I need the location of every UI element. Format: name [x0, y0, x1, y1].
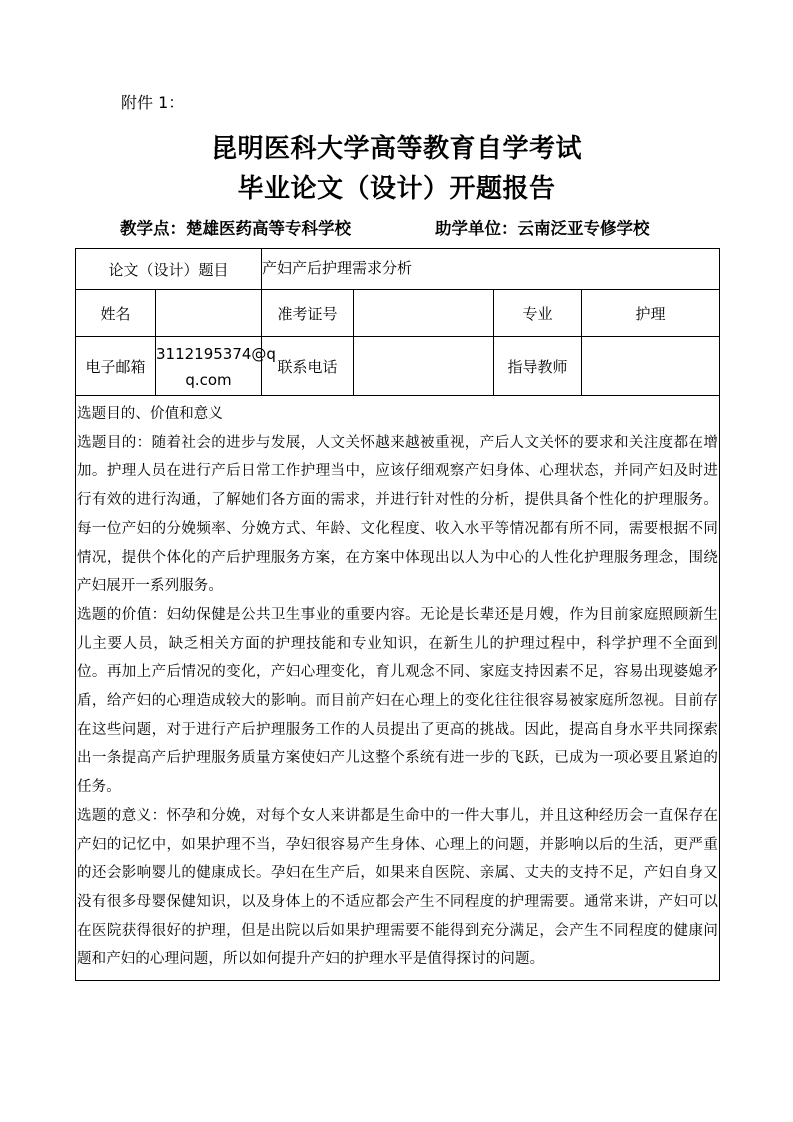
- major-value[interactable]: 护理: [582, 290, 720, 337]
- page-title: 昆明医科大学高等教育自学考试: [210, 134, 582, 164]
- paragraph-value: 选题的价值：妇幼保健是公共卫生事业的重要内容。无论是长辈还是月嫂，作为目前家庭照顾新生儿主要人员，缺乏相关方面的护理技能和专业知识，在新生儿的护理过程中，科学护理不全面到位。再加上产后情况的变化，产妇心理变化，育儿观念不同、家庭支持因素不足，容易出现婆媳矛盾，给产妇的心理造成较大的影响。而目前产妇在心理上的变化往往很容易被家庭所忽视。目前存在这些问题，对于进行产后护理服务工作的人员提出了更高的挑战。因此，提高自身水平共同探索出一条提高产后护理服务质量方案使妇产儿这整个系统有进一步的飞跃，已成为一项必要且紧迫的任务。: [77, 606, 719, 796]
- paragraph-significance: 选题的意义：怀孕和分娩，对每个女人来讲都是生命中的一件大事儿，并且这种经历会一直保存在产妇的记忆中，如果护理不当，孕妇很容易产生身体、心理上的问题，并影响以后的生活，更严重的还会影响婴儿的健康成长。孕妇在生产后，如果来自医院、亲属、丈夫的支持不足，产妇自身又没有很多母婴保健知识，以及身体上的不适应都会产生不同程度的护理需要。通常来讲，产妇可以在医院获得很好的护理，但是出院以后如果护理需要不能得到充分满足，会产生不同程度的健康问题和产妇的心理问题，所以如何提升产妇的护理水平是值得探讨的问题。: [77, 807, 719, 968]
- phone-value[interactable]: [354, 337, 494, 396]
- contact-row: [76, 337, 720, 396]
- assist-unit: 助学单位：云南泛亚专修学校: [435, 219, 650, 238]
- content-row: [76, 396, 720, 981]
- paragraph-purpose: 选题目的：随着社会的进步与发展，人文关怀越来越被重视，产后人文关怀的要求和关注度都在增加。护理人员在进行产后日常工作护理当中，应该仔细观察产妇身体、心理状态，并同产妇及时进行有效的进行沟通，了解她们各方面的需求，并进行针对性的分析，提供具备个性化的护理服务。每一位产妇的分娩频率、分娩方式、年龄、文化程度、收入水平等情况都有所不同，需要根据不同情况，提供个体化的产后护理服务方案，在方案中体现出以人为中心的人性化护理服务理念，围绕产妇展开一系列服务。: [77, 434, 719, 595]
- name-row: [76, 290, 720, 337]
- email-line-2: q.com: [185, 371, 232, 389]
- section-heading: 选题目的、价值和意义: [77, 406, 223, 422]
- email-label: 电子邮箱: [76, 337, 156, 396]
- attachment-label: 附件 1：: [121, 93, 185, 112]
- teaching-point: 教学点：楚雄医药高等专科学校: [120, 219, 351, 238]
- email-value[interactable]: [156, 337, 276, 396]
- advisor-label: 指导教师: [494, 337, 582, 396]
- content-cell[interactable]: [76, 396, 720, 981]
- advisor-value[interactable]: [582, 337, 720, 396]
- report-form-table: [75, 248, 720, 981]
- topic-value[interactable]: 产妇产后护理需求分析: [262, 249, 720, 290]
- topic-label: 论文（设计）题目: [76, 249, 262, 290]
- phone-label: 联系电话: [262, 337, 354, 396]
- email-line-1: 3112195374@q: [156, 345, 276, 363]
- name-label: 姓名: [76, 290, 156, 337]
- exam-no-label: 准考证号: [262, 290, 354, 337]
- page-subtitle: 毕业论文（设计）开题报告: [237, 174, 556, 204]
- exam-no-value[interactable]: [354, 290, 494, 337]
- major-label: 专业: [494, 290, 582, 337]
- name-value[interactable]: [156, 290, 262, 337]
- topic-row: [76, 249, 720, 290]
